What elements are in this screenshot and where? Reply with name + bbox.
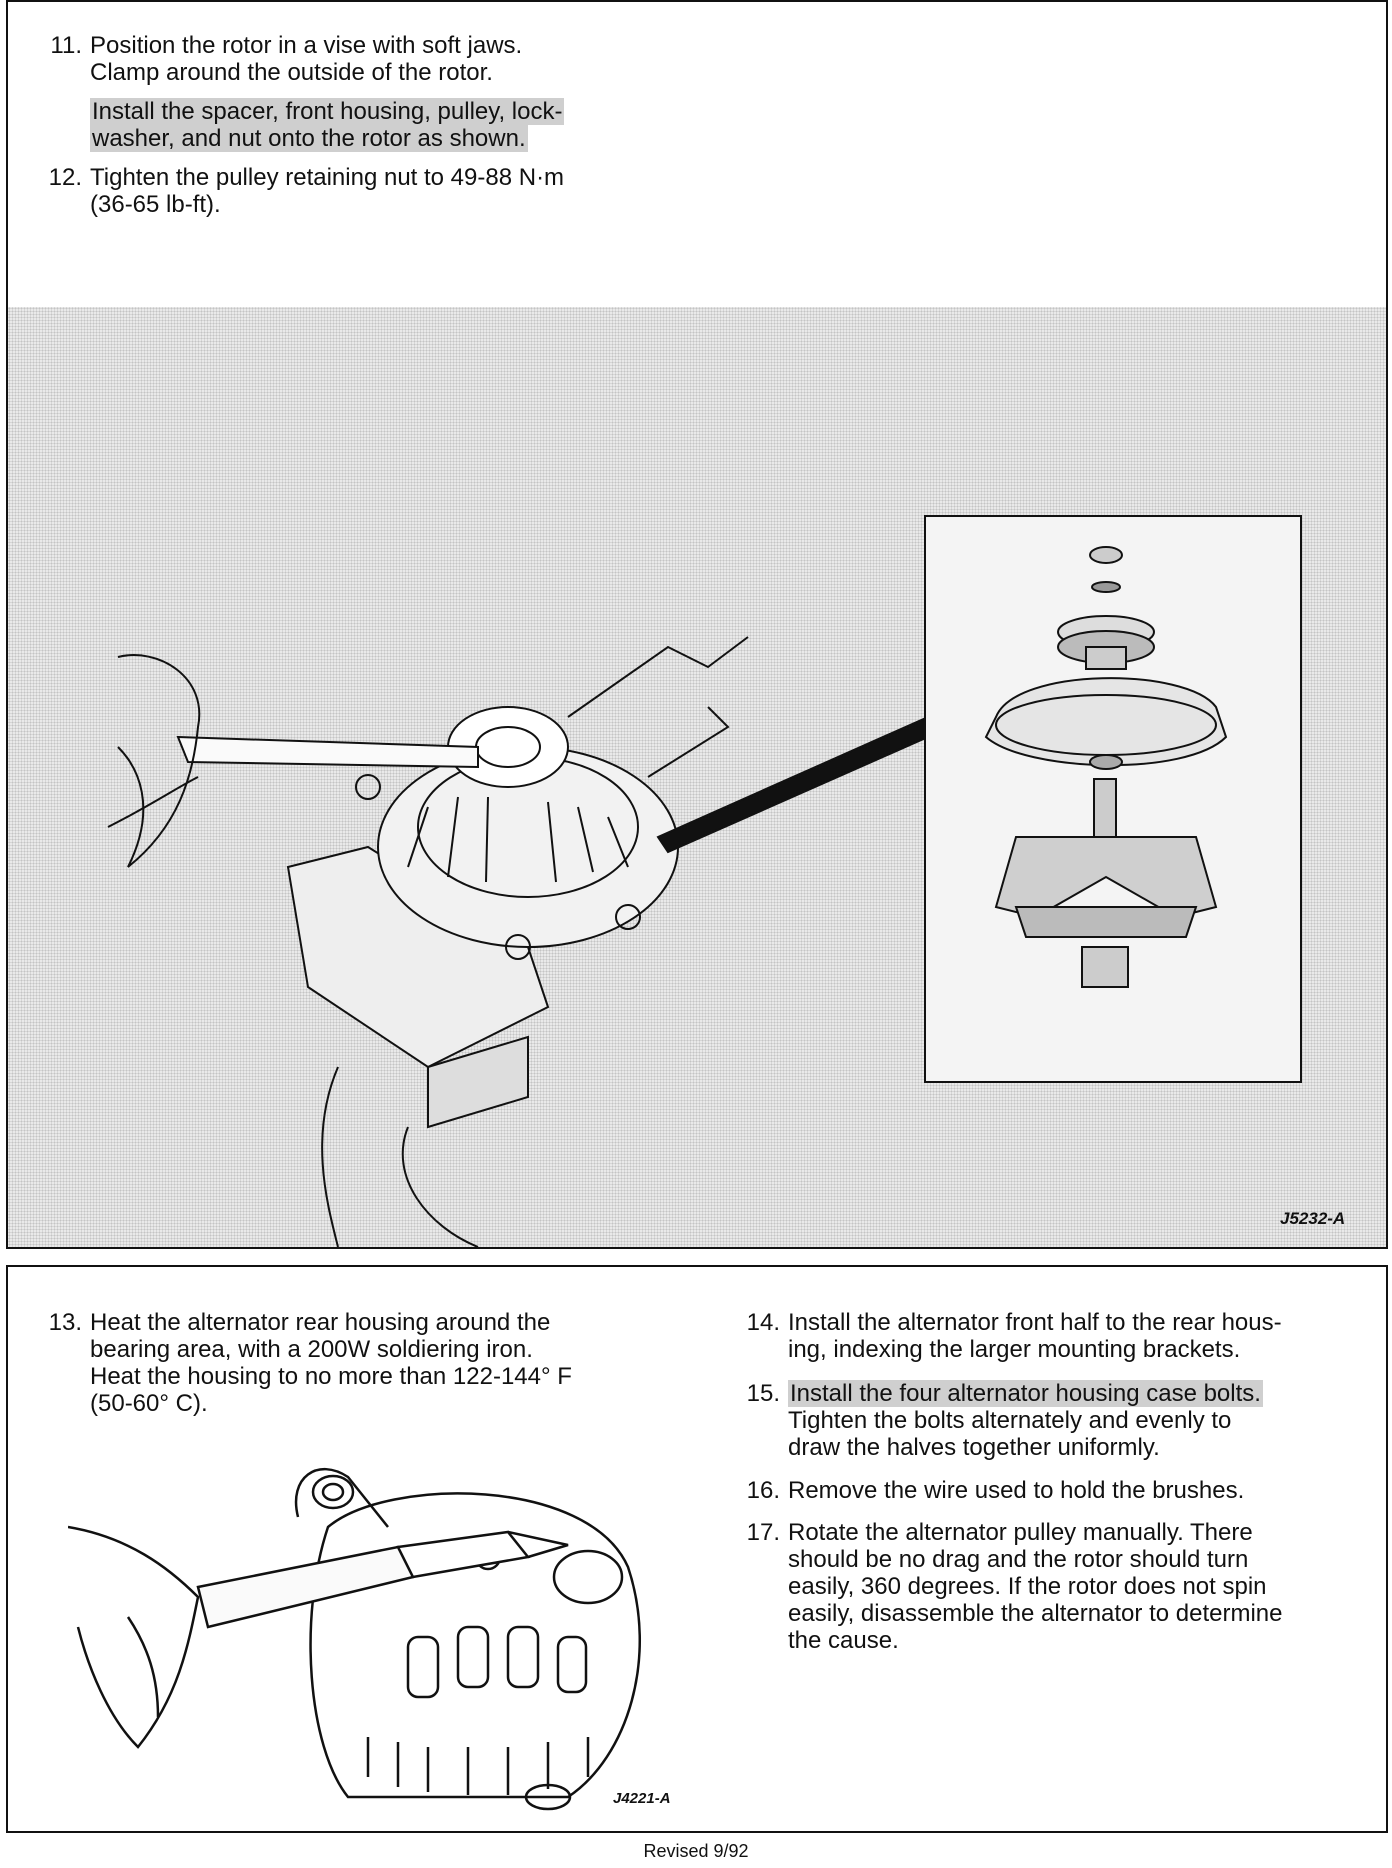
step-number: 17. [746,1519,780,1546]
step-line: Clamp around the outside of the rotor. [90,59,493,86]
figure-label: J5232-A [1280,1209,1346,1228]
front-housing-inset-shape [986,678,1226,765]
step-line: ing, indexing the larger mounting brackets. [788,1336,1241,1363]
step-number: 16. [746,1477,780,1504]
step-number: 15. [746,1380,780,1407]
step-line: Heat the housing to no more than 122-144° F [90,1363,572,1390]
step-line: Rotate the alternator pulley manually. There [788,1519,1253,1546]
step-line: bearing area, with a 200W soldiering iron. [90,1336,533,1363]
step-line: the cause. [788,1627,899,1654]
step-line: Remove the wire used to hold the brushes. [788,1477,1245,1504]
step-line: Tighten the bolts alternately and evenly to [788,1407,1232,1434]
wrench-shape [178,737,478,767]
step-line: draw the halves together uniformly. [788,1434,1160,1461]
step-number: 11. [50,32,82,59]
rotor-vise-figure [8,307,1386,1247]
revision-footer: Revised 9/92 [643,1841,749,1861]
hand-shape [68,1527,198,1747]
step-line: Install the alternator front half to the rear hous- [788,1309,1282,1336]
exploded-view-illustration [926,517,1300,1081]
top-panel [6,0,1388,1249]
step-line: Heat the alternator rear housing around the [90,1309,551,1336]
step-line: (36-65 lb-ft). [90,191,221,218]
soldering-iron-illustration [68,1417,678,1822]
highlighted-line: washer, and nut onto the rotor as shown. [92,125,526,152]
step-line: easily, disassemble the alternator to determine [788,1600,1283,1627]
step-line: Tighten the pulley retaining nut to 49-88 N·m [90,164,565,191]
step-line: easily, 360 degrees. If the rotor does not spin [788,1573,1267,1600]
step-number: 13. [48,1309,82,1336]
step-number: 12. [48,164,82,191]
lockwasher-shape [1092,582,1120,592]
nut-shape [1090,547,1122,563]
highlighted-line: Install the four alternator housing case bolts. [790,1380,1261,1407]
figure-label: J4221-A [613,1790,671,1807]
step-line: Position the rotor in a vise with soft jaws. [90,32,523,59]
highlighted-line: Install the spacer, front housing, pulley, lock- [92,98,563,125]
step-number: 14. [746,1309,780,1336]
step-line: should be no drag and the rotor should turn [788,1546,1249,1573]
exploded-view-inset [924,515,1302,1083]
soldering-iron-figure [68,1417,678,1822]
step-line: (50-60° C). [90,1390,208,1417]
rotor-shape [996,837,1216,917]
bottom-panel [6,1265,1388,1833]
spacer-shape [1090,755,1122,769]
